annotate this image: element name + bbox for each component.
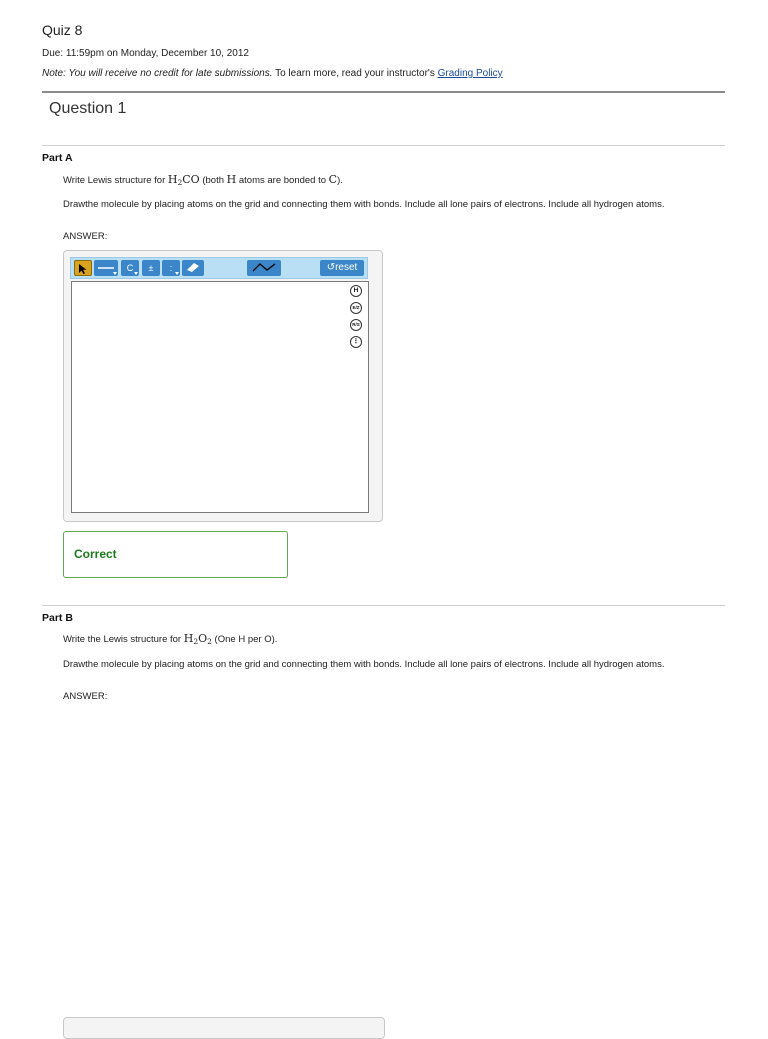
editor-toolbar bbox=[70, 257, 368, 279]
chain-tool-button[interactable] bbox=[247, 260, 281, 276]
part-b-formula bbox=[184, 632, 212, 645]
part-b-prompt bbox=[63, 632, 277, 648]
dropdown-caret-icon bbox=[175, 272, 179, 275]
hydrogen-toggle-icon[interactable]: H bbox=[350, 285, 362, 297]
part-b-prompt-end: (One H per O). bbox=[211, 634, 278, 645]
formula-subscript: 2 bbox=[177, 178, 183, 187]
part-a-prompt-mid: (both bbox=[199, 175, 227, 186]
charge-tool-button[interactable] bbox=[142, 260, 160, 276]
part-b-label: Part B bbox=[42, 612, 73, 624]
atom-h: H bbox=[226, 173, 237, 186]
quiz-title: Quiz 8 bbox=[42, 22, 83, 38]
formula-h: H bbox=[167, 173, 178, 186]
header-divider bbox=[42, 91, 725, 93]
arrow-cursor-icon bbox=[78, 263, 88, 275]
rs-stereo-icon[interactable]: R/S bbox=[350, 319, 362, 331]
formula-h: H bbox=[183, 632, 194, 645]
part-b-drawing-editor bbox=[63, 1017, 385, 1039]
select-tool-button[interactable] bbox=[74, 260, 92, 276]
part-b-divider bbox=[42, 605, 725, 606]
eraser-tool-button[interactable] bbox=[182, 260, 204, 276]
part-a-prompt-mid2: atoms are bonded to bbox=[236, 175, 329, 186]
part-b-instructions: Drawthe molecule by placing atoms on the grid and connecting them with bonds. Include all lone pairs of electrons. Include all hydrogen atoms. bbox=[63, 659, 665, 670]
dropdown-caret-icon bbox=[134, 272, 138, 275]
note-italic: Note: You will receive no credit for late submissions. bbox=[42, 68, 273, 79]
dropdown-caret-icon bbox=[113, 272, 117, 275]
due-date: Due: 11:59pm on Monday, December 10, 2012 bbox=[42, 48, 249, 59]
feedback-correct: Correct bbox=[74, 547, 117, 561]
zigzag-chain-icon bbox=[249, 260, 279, 274]
formula-subscript: 2 bbox=[193, 637, 199, 646]
feedback-box bbox=[63, 531, 288, 578]
info-icon[interactable]: ⋮ bbox=[350, 336, 362, 348]
part-a-instructions: Drawthe molecule by placing atoms on the grid and connecting them with bonds. Include all lone pairs of electrons. Include all hydrogen atoms. bbox=[63, 199, 665, 210]
part-a-answer-label: ANSWER: bbox=[63, 231, 108, 242]
part-a-prompt-end: ). bbox=[337, 175, 343, 186]
late-submission-note bbox=[42, 68, 503, 79]
note-text: To learn more, read your instructor's bbox=[272, 68, 438, 79]
lone-pair-tool-button[interactable] bbox=[162, 260, 180, 276]
formula-subscript: 2 bbox=[207, 637, 212, 646]
drawing-canvas[interactable] bbox=[71, 281, 369, 513]
part-a-divider bbox=[42, 145, 725, 146]
part-a-prompt-pre: Write Lewis structure for bbox=[63, 175, 168, 186]
bond-tool-button[interactable] bbox=[94, 260, 118, 276]
part-a-formula bbox=[168, 173, 200, 186]
formula-o: O bbox=[198, 632, 208, 645]
reset-icon: ↺ bbox=[326, 262, 336, 273]
atom-c: C bbox=[328, 173, 338, 186]
part-a-prompt bbox=[63, 173, 343, 189]
reset-button[interactable] bbox=[320, 260, 364, 276]
part-b-answer-label: ANSWER: bbox=[63, 691, 108, 702]
carbon-atom-tool-button[interactable] bbox=[121, 260, 139, 276]
charge-label: ± bbox=[148, 263, 154, 273]
lone-pair-label: : bbox=[169, 263, 173, 273]
question-title: Question 1 bbox=[49, 100, 127, 117]
carbon-label: C bbox=[126, 263, 134, 273]
formula-co: CO bbox=[182, 173, 200, 186]
eraser-icon bbox=[184, 260, 202, 274]
part-a-label: Part A bbox=[42, 152, 73, 164]
reset-label: reset bbox=[335, 262, 358, 273]
ez-stereo-icon[interactable]: E/Z bbox=[350, 302, 362, 314]
grading-policy-link[interactable]: Grading Policy bbox=[437, 68, 503, 79]
part-b-prompt-pre: Write the Lewis structure for bbox=[63, 634, 184, 645]
